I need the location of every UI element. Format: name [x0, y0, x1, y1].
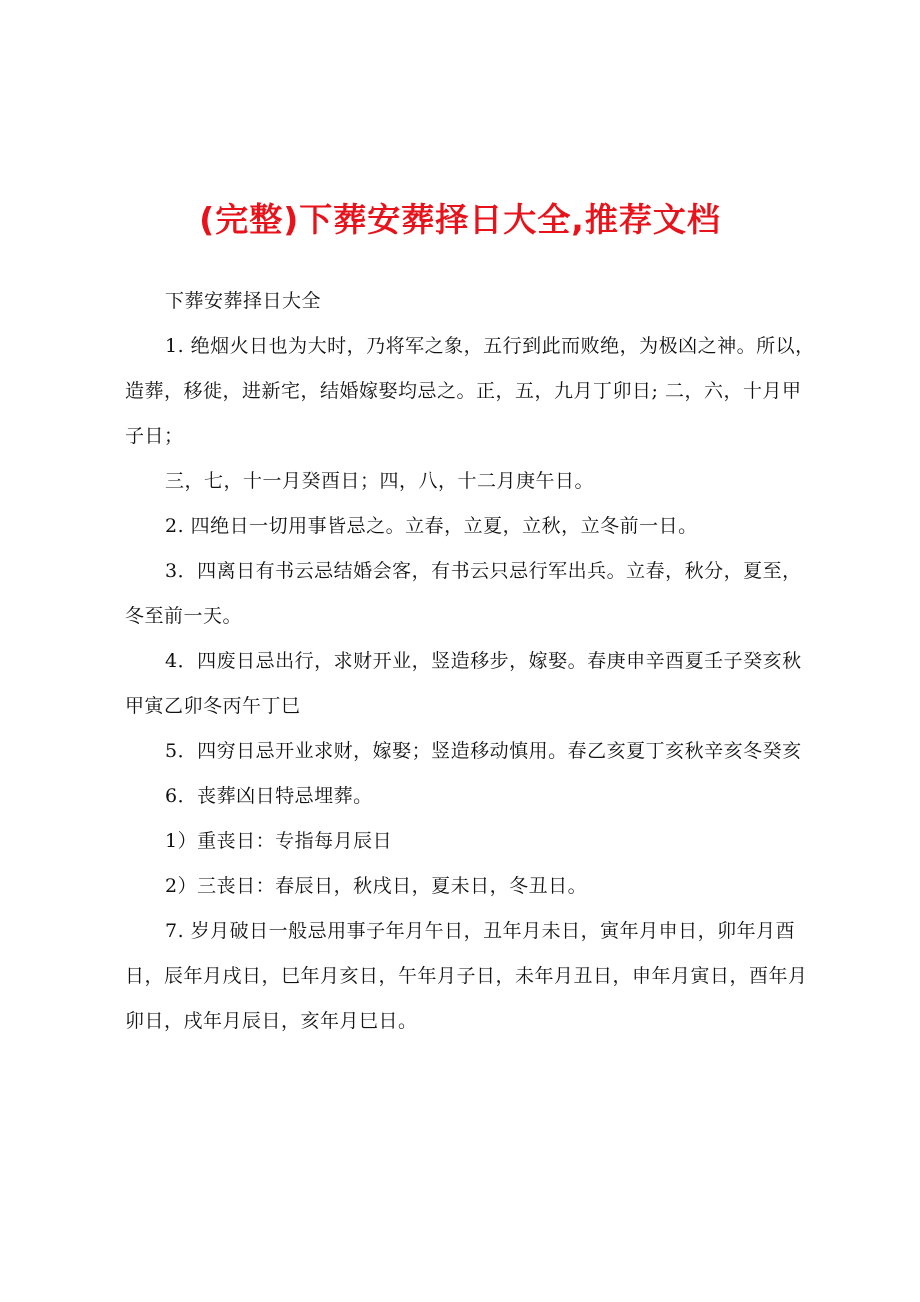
paragraph-item-6: 6．丧葬凶日特忌埋葬。 [165, 785, 373, 807]
paragraph-heading: 下葬安葬择日大全 [165, 290, 322, 312]
paragraph-item-1: 1. 绝烟火日也为大时，乃将军之象，五行到此而败绝，为极凶之神。所以，造葬，移徙，进新宅，结婚嫁娶均忌之。正，五，九月丁卯日; 二，六，十月甲子日； [125, 335, 815, 447]
paragraph-item-6-sub-2: 2）三丧日：春辰日，秋戌日，夏未日，冬丑日。 [165, 875, 588, 897]
paragraph-item-4: 4．四废日忌出行，求财开业，竖造移步，嫁娶。春庚申辛酉夏壬子癸亥秋甲寅乙卯冬丙午丁巳 [125, 650, 802, 717]
paragraph-item-3: 3．四离日有书云忌结婚会客，有书云只忌行军出兵。立春，秋分，夏至，冬至前一天。 [125, 560, 802, 627]
paragraph-item-2: 2. 四绝日一切用事皆忌之。立春，立夏，立秋，立冬前一日。 [165, 515, 698, 537]
paragraph-item-7: 7. 岁月破日一般忌用事子年月午日，丑年月未日，寅年月申日，卯年月酉日，辰年月戌日，巳年月亥日，午年月子日，未年月丑日，申年月寅日，酉年月卯日，戌年月辰日，亥年月巳日。 [125, 920, 808, 1032]
document-title: (完整)下葬安葬择日大全,推荐文档 [199, 200, 721, 239]
paragraph-item-1-continued: 三，七，十一月癸酉日；四，八，十二月庚午日。 [165, 470, 595, 492]
document-body [125, 279, 815, 1044]
paragraph-item-5: 5．四穷日忌开业求财，嫁娶；竖造移动慎用。春乙亥夏丁亥秋辛亥冬癸亥 [165, 740, 802, 762]
paragraph-item-6-sub-1: 1）重丧日：专指每月辰日 [165, 830, 393, 852]
